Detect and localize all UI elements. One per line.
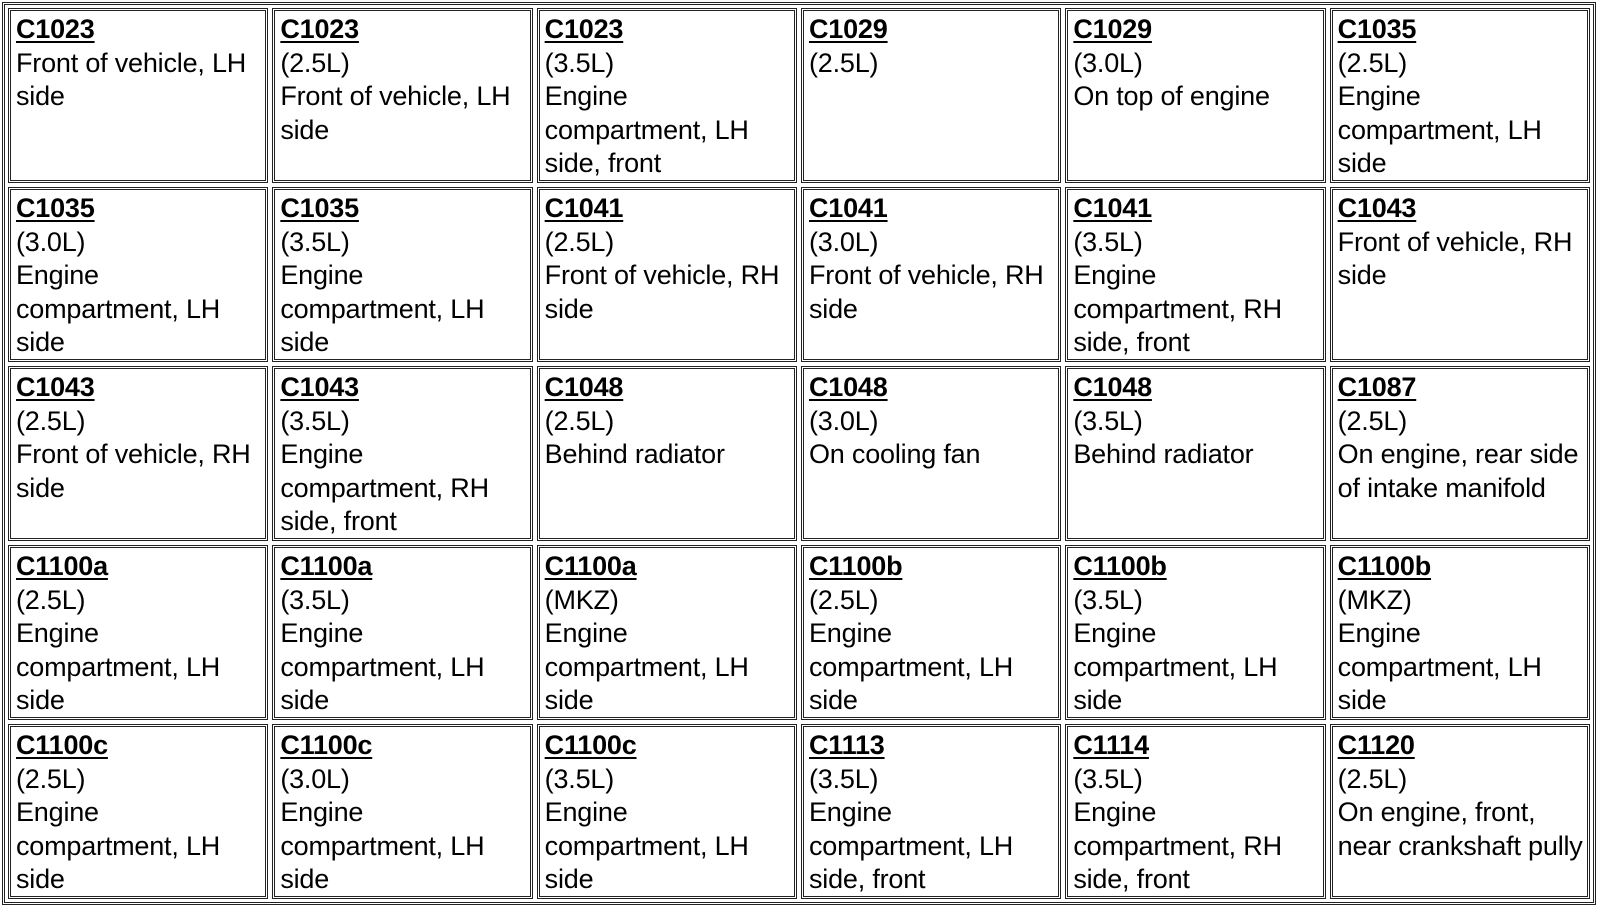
connector-location: Engine compartment, LH side, front (809, 797, 1014, 894)
connector-variant: (2.5L) (809, 47, 879, 78)
connector-location: Engine compartment, LH side (544, 618, 749, 715)
connector-location: Front of vehicle, RH side (809, 260, 1044, 324)
connector-code-link[interactable]: C1100b (1337, 551, 1432, 581)
connector-location: Front of vehicle, LH side (16, 47, 247, 111)
connector-location: On cooling fan (809, 439, 981, 469)
connector-cell (1330, 724, 1590, 899)
connector-code-link[interactable]: C1100b (1073, 551, 1167, 581)
connector-cell (537, 8, 797, 183)
connector-cell (1065, 724, 1325, 899)
connector-location: Engine compartment, LH side (280, 797, 485, 894)
connector-variant: (3.5L) (1073, 584, 1143, 615)
connector-variant: (MKZ) (544, 584, 619, 615)
connector-code-link[interactable]: C1043 (280, 372, 359, 402)
connector-cell (8, 8, 268, 183)
connector-cell (8, 366, 268, 541)
connector-variant: (2.5L) (544, 226, 614, 257)
connector-location: Engine compartment, LH side (1337, 618, 1542, 715)
connector-cell (1065, 8, 1325, 183)
connector-cell (537, 724, 797, 899)
connector-code-link[interactable]: C1023 (280, 14, 359, 44)
connector-cell (272, 724, 532, 899)
connector-variant: (3.0L) (280, 763, 350, 794)
connector-variant: (3.5L) (544, 763, 614, 794)
connector-variant: (2.5L) (16, 405, 86, 436)
connector-code-link[interactable]: C1100a (16, 551, 108, 581)
connector-code-link[interactable]: C1029 (809, 14, 888, 44)
connector-code-link[interactable]: C1120 (1337, 730, 1415, 760)
connector-cell (801, 545, 1061, 720)
connector-code-link[interactable]: C1100c (544, 730, 637, 760)
connector-variant: (2.5L) (809, 584, 879, 615)
connector-location: Engine compartment, RH side, front (1073, 260, 1282, 357)
connector-location: Engine compartment, LH side (16, 797, 221, 894)
connector-location: Front of vehicle, RH side (16, 439, 251, 503)
connector-location: Engine compartment, RH side, front (280, 439, 489, 536)
connector-location: On engine, front, near crankshaft pully (1337, 797, 1583, 861)
connector-cell (272, 366, 532, 541)
connector-location: Behind radiator (1073, 439, 1254, 469)
connector-code-link[interactable]: C1048 (1073, 372, 1152, 402)
connector-variant: (3.5L) (1073, 226, 1143, 257)
connector-code-link[interactable]: C1041 (544, 193, 624, 223)
connector-location: Behind radiator (544, 439, 725, 469)
connector-code-link[interactable]: C1100c (16, 730, 108, 760)
connector-code-link[interactable]: C1023 (544, 14, 624, 44)
connector-code-link[interactable]: C1035 (1337, 14, 1417, 44)
connector-variant: (3.5L) (809, 763, 879, 794)
connector-code-link[interactable]: C1100a (280, 551, 373, 581)
connector-cell (8, 187, 268, 362)
connector-code-link[interactable]: C1041 (809, 193, 888, 223)
connector-cell (1065, 545, 1325, 720)
connector-code-link[interactable]: C1087 (1337, 372, 1417, 402)
connector-cell (537, 545, 797, 720)
connector-location: On engine, rear side of intake manifold (1337, 439, 1579, 503)
connector-variant: (3.5L) (544, 47, 614, 78)
connector-code-link[interactable]: C1048 (809, 372, 888, 402)
connector-location: Front of vehicle, RH side (1337, 226, 1573, 290)
connector-cell (1065, 187, 1325, 362)
connector-variant: (3.5L) (1073, 405, 1143, 436)
connector-location: Engine compartment, LH side (280, 618, 485, 715)
connector-cell (537, 187, 797, 362)
connector-cell (272, 8, 532, 183)
connector-location: Front of vehicle, RH side (544, 260, 780, 324)
connector-variant: (2.5L) (16, 584, 86, 615)
connector-cell (1330, 366, 1590, 541)
connector-code-link[interactable]: C1035 (280, 193, 359, 223)
connector-location: Engine compartment, LH side (544, 797, 749, 894)
connector-variant: (2.5L) (1337, 405, 1407, 436)
connector-variant: (2.5L) (16, 763, 86, 794)
connector-variant: (3.0L) (1073, 47, 1143, 78)
connector-variant: (3.5L) (280, 405, 350, 436)
connector-cell (272, 187, 532, 362)
connector-variant: (2.5L) (1337, 47, 1407, 78)
connector-variant: (3.5L) (280, 584, 350, 615)
connector-code-link[interactable]: C1023 (16, 14, 95, 44)
connector-location: Engine compartment, LH side (1337, 81, 1542, 178)
connector-variant: (3.5L) (280, 226, 350, 257)
connector-code-link[interactable]: C1043 (16, 372, 95, 402)
connector-cell (1330, 187, 1590, 362)
connector-variant: (3.0L) (809, 405, 879, 436)
connector-location: Engine compartment, LH side (16, 618, 221, 715)
connector-variant: (2.5L) (544, 405, 614, 436)
connector-code-link[interactable]: C1114 (1073, 730, 1149, 760)
connector-location: Engine compartment, LH side (16, 260, 221, 357)
connector-cell (1330, 545, 1590, 720)
connector-location-table (2, 2, 1596, 905)
connector-location: Engine compartment, LH side (809, 618, 1014, 715)
connector-code-link[interactable]: C1035 (16, 193, 95, 223)
connector-cell (1065, 366, 1325, 541)
connector-cell (8, 724, 268, 899)
connector-location: Engine compartment, RH side, front (1073, 797, 1282, 894)
connector-variant: (2.5L) (280, 47, 350, 78)
connector-code-link[interactable]: C1029 (1073, 14, 1152, 44)
connector-cell (801, 724, 1061, 899)
connector-code-link[interactable]: C1113 (809, 730, 885, 760)
connector-code-link[interactable]: C1041 (1073, 193, 1152, 223)
connector-variant: (MKZ) (1337, 584, 1412, 615)
connector-variant: (3.5L) (1073, 763, 1143, 794)
connector-variant: (3.0L) (16, 226, 86, 257)
connector-code-link[interactable]: C1100b (809, 551, 903, 581)
connector-location: Engine compartment, LH side (280, 260, 485, 357)
connector-cell (1330, 8, 1590, 183)
connector-cell (801, 366, 1061, 541)
connector-cell (801, 8, 1061, 183)
connector-location: Engine compartment, LH side, front (544, 81, 749, 178)
connector-location: On top of engine (1073, 81, 1270, 111)
connector-code-link[interactable]: C1043 (1337, 193, 1417, 223)
connector-cell (801, 187, 1061, 362)
connector-code-link[interactable]: C1100a (544, 551, 637, 581)
connector-cell (272, 545, 532, 720)
connector-location: Engine compartment, LH side (1073, 618, 1278, 715)
connector-code-link[interactable]: C1048 (544, 372, 624, 402)
connector-variant: (2.5L) (1337, 763, 1407, 794)
connector-variant: (3.0L) (809, 226, 879, 257)
connector-cell (537, 366, 797, 541)
connector-code-link[interactable]: C1100c (280, 730, 373, 760)
connector-cell (8, 545, 268, 720)
connector-location: Front of vehicle, LH side (280, 81, 511, 145)
